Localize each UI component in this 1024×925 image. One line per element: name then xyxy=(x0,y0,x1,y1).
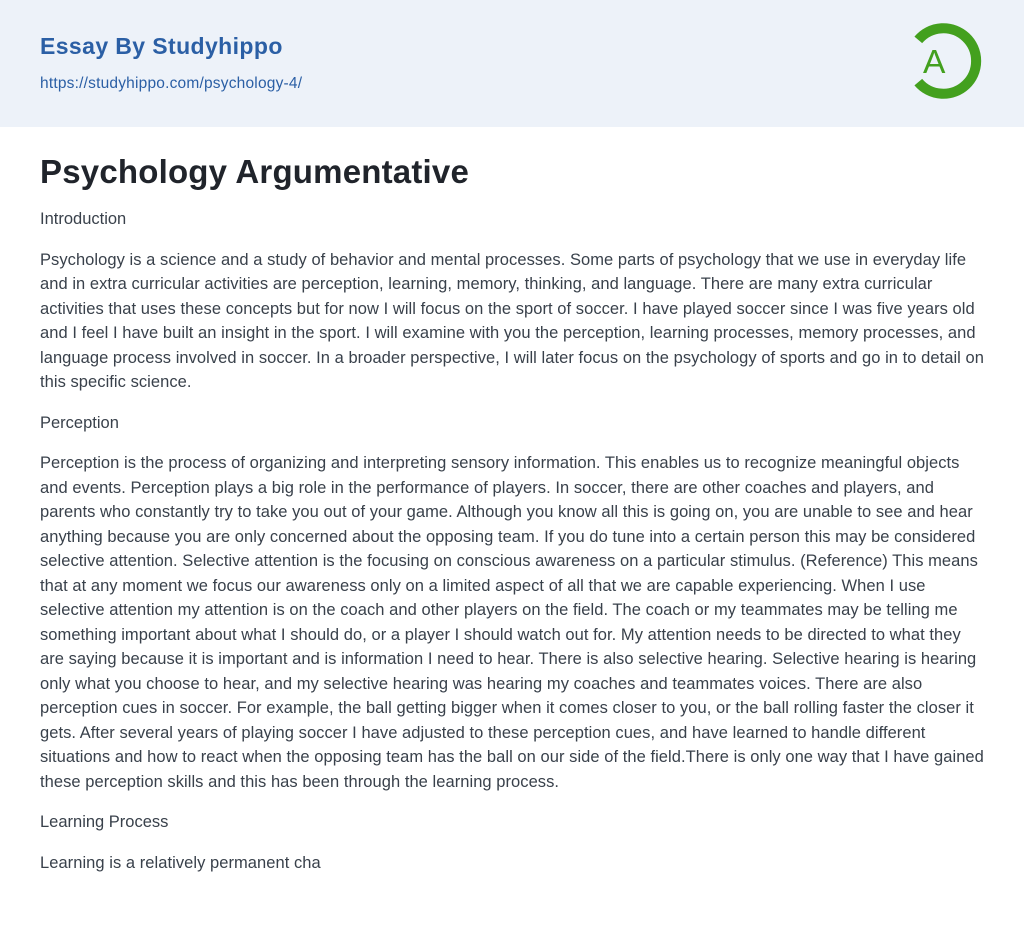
essay-url-link[interactable]: https://studyhippo.com/psychology-4/ xyxy=(40,74,303,92)
section-introduction xyxy=(40,207,984,395)
section-learning-process xyxy=(40,810,984,875)
paragraph-perception: Perception is the process of organizing and interpreting sensory information. This enables us to recognize meaningful objects and events. Perception plays a big role in the performance of players. In soccer, there are other coaches and players, and parents who constantly try to take you out of your game. Although you know all this is going on, you are unable to see and hear anything because you are only concerned about the opposing team. If you do tune into a certain person this may be considered selective attention. Selective attention is the focusing on conscious awareness on a particular stimulus. (Reference) This means that at any moment we focus our awareness only on a limited aspect of all that we are capable experiencing. When I use selective attention my attention is on the coach and other players on the field. The coach or my teammates may be telling me something important about what I should do, or a player I should watch out for. My attention needs to be directed to what they are saying because it is important and is information I need to hear. There is also selective hearing. Selective hearing is hearing only what you choose to hear, and my selective hearing was hearing my coaches and teammates voices. There are also perception cues in soccer. For example, the ball getting bigger when it comes closer to you, or the ball rolling faster the closer it gets. After several years of playing soccer I have adjusted to these perception cues, and have learned to handle different situations and how to react when the opposing team has the ball on our side of the field.There is only one way that I have gained these perception skills and this has been through the learning process. xyxy=(40,454,984,791)
section-heading-introduction: Introduction xyxy=(40,210,127,228)
studyhippo-logo-icon xyxy=(902,19,986,108)
essay-content xyxy=(0,153,1024,875)
section-perception xyxy=(40,411,984,795)
header-text-block xyxy=(40,34,302,92)
site-title: Essay By Studyhippo xyxy=(40,33,283,60)
header xyxy=(0,0,1024,127)
paragraph-introduction: Psychology is a science and a study of behavior and mental processes. Some parts of psychology that we use in everyday life and in extra curricular activities are perception, learning, memory, thinking, and language. There are many extra curricular activities that uses these concepts but for now I will focus on the sport of soccer. I have played soccer since I was five years old and I feel I have built an insight in the sport. I will examine with you the perception, learning processes, memory processes, and language process involved in soccer. In a broader perspective, I will later focus on the psychology of sports and go in to detail on this specific science. xyxy=(40,250,984,391)
section-heading-learning-process: Learning Process xyxy=(40,813,169,831)
page-title: Psychology Argumentative xyxy=(40,153,470,190)
section-heading-perception: Perception xyxy=(40,413,119,432)
paragraph-learning-process-truncated: Learning is a relatively permanent cha xyxy=(40,853,321,872)
logo-letter: A xyxy=(923,43,946,81)
